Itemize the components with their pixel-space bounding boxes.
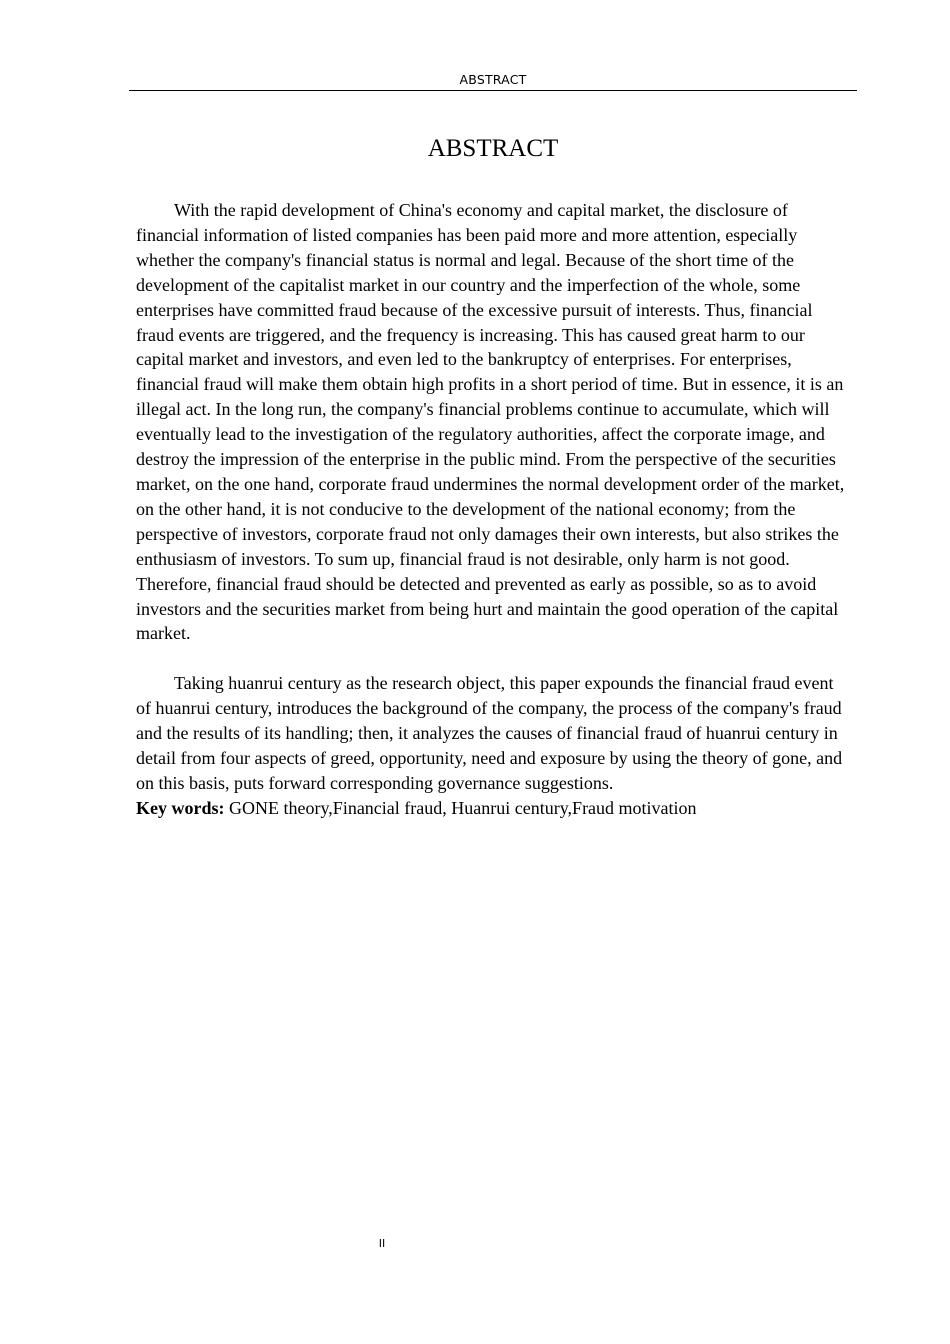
running-header-title: ABSTRACT [459,72,527,87]
abstract-paragraph-1: With the rapid development of China's economy and capital market, the disclosure of financial information of listed companies has been paid more and more attention, especially whether the company's financial status is normal and legal. Because of the short time of the development of the capitalist market in our country and the imperfection of the whole, some enterprises have committed fraud because of the excessive pursuit of interests. Thus, financial fraud events are triggered, and the frequency is increasing. This has caused great harm to our capital market and investors, and even led to the bankruptcy of enterprises. For enterprises, financial fraud will make them obtain high profits in a short period of time. But in essence, it is an illegal act. In the long run, the company's financial problems continue to accumulate, which will eventually lead to the investigation of the regulatory authorities, affect the corporate image, and destroy the impression of the enterprise in the public mind. From the perspective of the securities market, on the one hand, corporate fraud undermines the normal development order of the market, on the other hand, it is not conducive to the development of the national economy; from the perspective of investors, corporate fraud not only damages their own interests, but also strikes the enthusiasm of investors. To sum up, financial fraud is not desirable, only harm is not good. Therefore, financial fraud should be detected and prevented as early as possible, so as to avoid investors and the securities market from being hurt and maintain the good operation of the capital market. [136,200,845,644]
keywords-label: Key words: [136,797,225,818]
running-header [129,70,857,91]
keywords-line [136,796,852,821]
abstract-body [136,198,852,821]
abstract-title: ABSTRACT [427,135,559,162]
abstract-paragraph-2: Taking huanrui century as the research object, this paper expounds the financial fraud event of huanrui century, introduces the background of the company, the process of the company's fraud and the results of its handling; then, it analyzes the causes of financial fraud of huanrui century in detail from four aspects of greed, opportunity, need and exposure by using the theory of gone, and on this basis, puts forward corresponding governance suggestions. [136,673,843,793]
page-number: II [378,1237,386,1250]
keywords-text: GONE theory,Financial fraud, Huanrui century,Fraud motivation [224,797,697,818]
